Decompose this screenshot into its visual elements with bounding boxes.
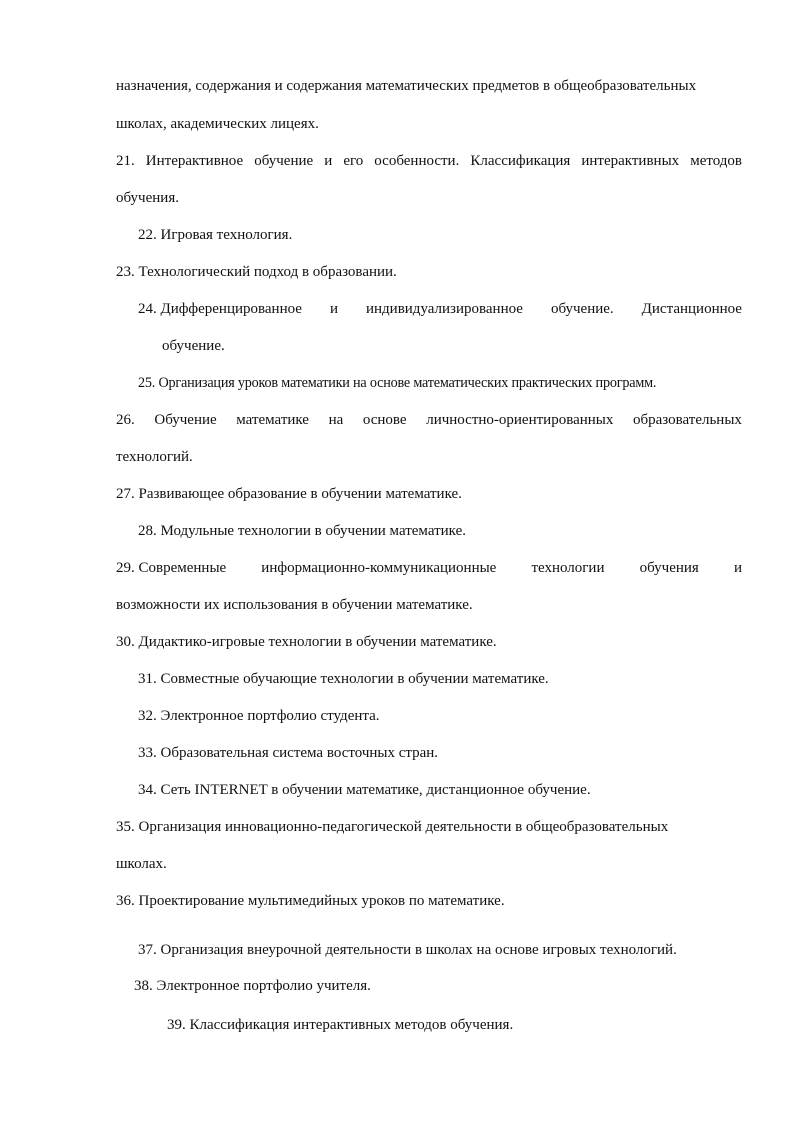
word: интерактивных [581, 153, 680, 169]
word: и [733, 560, 742, 576]
word: 29. Современные [116, 560, 227, 576]
word: 24. Дифференцированное [138, 301, 302, 317]
word: информационно-коммуникационные [261, 560, 497, 576]
word: обучение [254, 153, 314, 169]
word: Обучение [154, 412, 217, 428]
item-24-line-1 [138, 299, 742, 319]
word: технологии [531, 560, 605, 576]
item-28: 28. Модульные технологии в обучении математике. [138, 523, 466, 539]
word: методов [690, 153, 742, 169]
item-25: 25. Организация уроков математики на основе математических практических программ. [138, 375, 657, 391]
word: 26. [116, 412, 135, 428]
word: его [343, 153, 364, 169]
item-27: 27. Развивающее образование в обучении математике. [116, 486, 462, 502]
word: и [324, 153, 333, 169]
item-37: 37. Организация внеурочной деятельности в школах на основе игровых технологий. [138, 942, 677, 958]
word: обучения [639, 560, 699, 576]
item-21-line-2: обучения. [116, 190, 179, 206]
word: индивидуализированное [365, 301, 523, 317]
item-23: 23. Технологический подход в образовании. [116, 264, 397, 280]
item-36: 36. Проектирование мультимедийных уроков по математике. [116, 893, 505, 909]
word: образовательных [632, 412, 742, 428]
word: Интерактивное [145, 153, 244, 169]
word: Классификация [470, 153, 571, 169]
item-32: 32. Электронное портфолио студента. [138, 708, 380, 724]
word: 21. [116, 153, 135, 169]
word: основе [362, 412, 407, 428]
item-35-line-1: 35. Организация инновационно-педагогической деятельности в общеобразовательных [116, 819, 669, 835]
item-35-line-2: школах. [116, 856, 167, 872]
item-26-line-1 [116, 410, 742, 430]
word: и [329, 301, 338, 317]
item-30: 30. Дидактико-игровые технологии в обучении математике. [116, 634, 497, 650]
word: особенности. [374, 153, 460, 169]
item-26-line-2: технологий. [116, 449, 193, 465]
item-22: 22. Игровая технология. [138, 227, 293, 243]
item-21-line-1 [116, 151, 742, 171]
item-20-continuation-line-2: школах, академических лицеях. [116, 116, 319, 132]
item-33: 33. Образовательная система восточных стран. [138, 745, 439, 761]
item-24-line-2: обучение. [162, 338, 225, 354]
item-31: 31. Совместные обучающие технологии в обучении математике. [138, 671, 549, 687]
word: на [328, 412, 344, 428]
item-20-continuation-line-1: назначения, содержания и содержания математических предметов в общеобразовательных [116, 78, 697, 94]
word: обучение. [550, 301, 614, 317]
item-34: 34. Сеть INTERNET в обучении математике, дистанционное обучение. [138, 782, 591, 798]
word: Дистанционное [641, 301, 742, 317]
item-38: 38. Электронное портфолио учителя. [134, 978, 371, 994]
item-29-line-2: возможности их использования в обучении математике. [116, 597, 473, 613]
item-29-line-1 [116, 558, 742, 578]
item-39: 39. Классификация интерактивных методов обучения. [167, 1017, 514, 1033]
word: математике [236, 412, 309, 428]
word: личностно-ориентированных [426, 412, 614, 428]
